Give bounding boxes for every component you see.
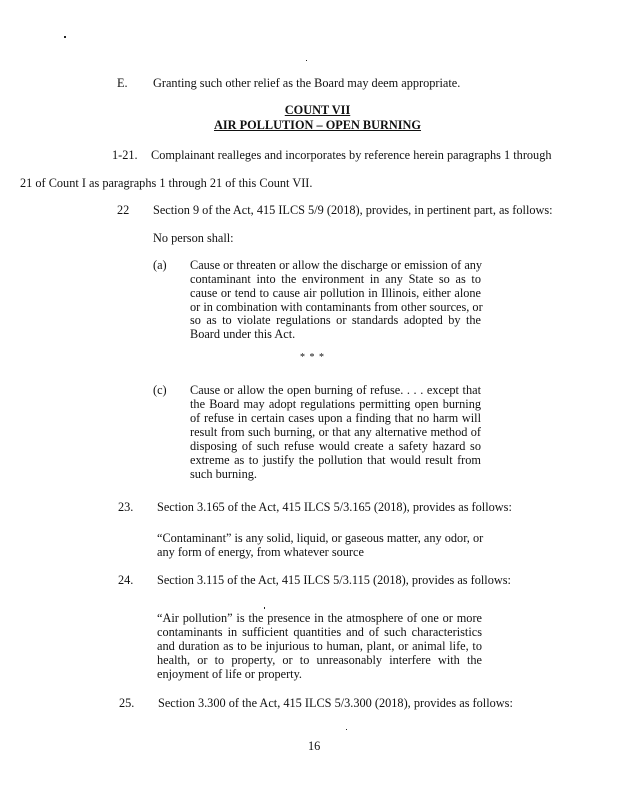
quote-line: cause or tend to cause air pollution in Illinois, either alone bbox=[190, 286, 481, 300]
quote-line: Cause or threaten or allow the discharge or emission of any bbox=[190, 258, 483, 272]
scan-speck bbox=[346, 729, 347, 730]
quote-line: so as to violate regulations or standards adopted by the bbox=[190, 313, 481, 327]
quote-line: contaminants in sufficient quantities and of such characteristics bbox=[157, 625, 482, 639]
ellipsis-separator: * * * bbox=[300, 352, 325, 363]
para-number: 22 bbox=[117, 203, 130, 217]
quote-line: disposing of such refuse would create a safety hazard so bbox=[190, 439, 481, 453]
scan-speck bbox=[264, 607, 265, 609]
para-intro: No person shall: bbox=[153, 231, 234, 245]
scan-speck bbox=[64, 36, 66, 38]
item-e-text: Granting such other relief as the Board may deem appropriate. bbox=[153, 76, 461, 90]
quote-line: result from such burning, or that any alternative method of bbox=[190, 425, 481, 439]
scan-speck bbox=[306, 60, 307, 61]
quote-line: the Board may adopt regulations permitting open burning bbox=[190, 397, 481, 411]
para-text: Section 9 of the Act, 415 ILCS 5/9 (2018), provides, in pertinent part, as follows: bbox=[153, 203, 553, 217]
quote-line: Cause or allow the open burning of refuse. . . . except that bbox=[190, 383, 481, 397]
quote-line: enjoyment of life or property. bbox=[157, 667, 303, 681]
item-e-label: E. bbox=[117, 76, 128, 90]
quote-line: extreme as to justify the pollution that would result from bbox=[190, 453, 481, 467]
para-text: Section 3.115 of the Act, 415 ILCS 5/3.115 (2018), provides as follows: bbox=[157, 573, 511, 587]
quote-line: “Air pollution” is the presence in the atmosphere of one or more bbox=[157, 611, 482, 625]
page-number: 16 bbox=[308, 739, 321, 753]
para-number: 23. bbox=[118, 500, 134, 514]
para-text: Section 3.165 of the Act, 415 ILCS 5/3.165 (2018), provides as follows: bbox=[157, 500, 512, 514]
quote-line: contaminant into the environment in any State so as to bbox=[190, 272, 481, 286]
quote-line: and duration as to be injurious to human, plant, or animal life, to bbox=[157, 639, 482, 653]
quote-line: health, or to property, or to unreasonably interfere with the bbox=[157, 653, 482, 667]
para-number: 1-21. bbox=[112, 148, 138, 162]
count-heading: COUNT VII bbox=[284, 103, 351, 117]
quote-line: such burning. bbox=[190, 467, 257, 481]
count-title: AIR POLLUTION – OPEN BURNING bbox=[213, 118, 422, 132]
quote-line: of refuse in certain cases upon a finding that no harm will bbox=[190, 411, 481, 425]
para-text: Complainant realleges and incorporates by reference herein paragraphs 1 through bbox=[151, 148, 552, 162]
para-number: 25. bbox=[119, 696, 135, 710]
para-text: 21 of Count I as paragraphs 1 through 21 of this Count VII. bbox=[20, 176, 313, 190]
para-number: 24. bbox=[118, 573, 134, 587]
quote-line: Board under this Act. bbox=[190, 327, 296, 341]
para-text: Section 3.300 of the Act, 415 ILCS 5/3.300 (2018), provides as follows: bbox=[158, 696, 513, 710]
quote-line: any form of energy, from whatever source bbox=[157, 545, 364, 559]
subsection-label: (a) bbox=[153, 258, 167, 272]
subsection-label: (c) bbox=[153, 383, 167, 397]
quote-line: “Contaminant” is any solid, liquid, or gaseous matter, any odor, or bbox=[157, 531, 484, 545]
quote-line: or in combination with contaminants from other sources, or bbox=[190, 300, 483, 314]
